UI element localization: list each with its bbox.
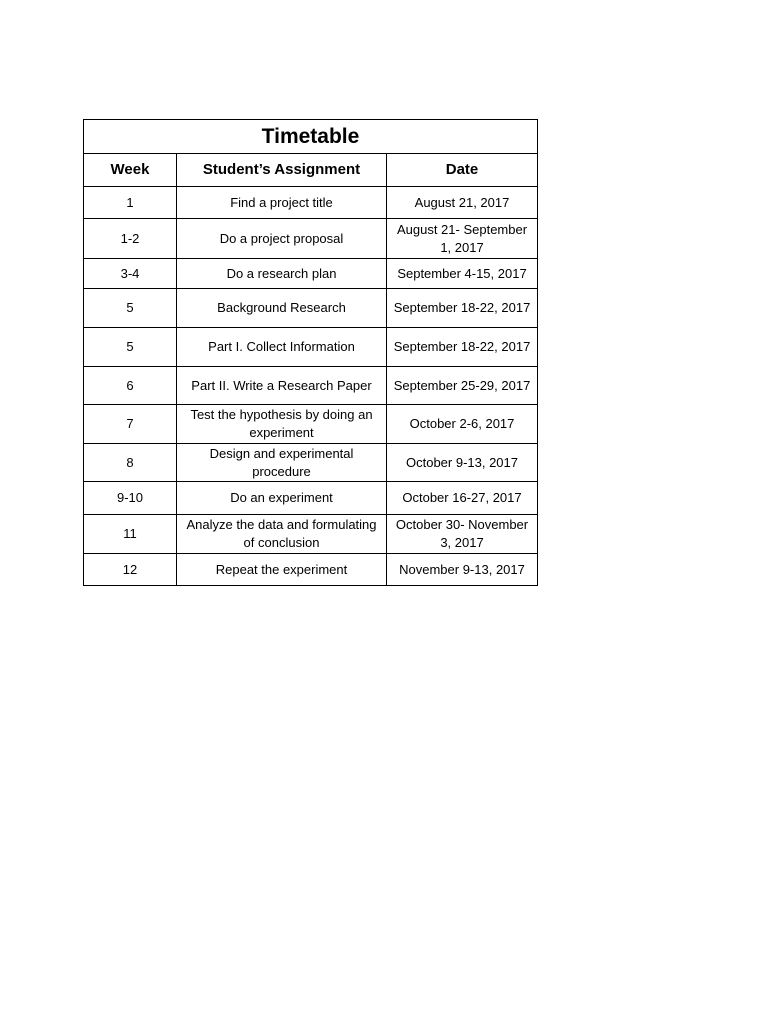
table-row	[84, 259, 538, 289]
table-row	[84, 367, 538, 405]
table-row	[84, 289, 538, 328]
week-cell: 8	[84, 444, 177, 482]
assignment-cell: Do a research plan	[177, 259, 387, 289]
timetable	[83, 119, 538, 586]
week-cell: 3-4	[84, 259, 177, 289]
date-cell: August 21, 2017	[387, 187, 538, 219]
assignment-cell: Do an experiment	[177, 482, 387, 515]
date-cell: August 21- September 1, 2017	[387, 219, 538, 259]
assignment-cell: Repeat the experiment	[177, 554, 387, 586]
week-cell: 7	[84, 405, 177, 444]
table-row	[84, 405, 538, 444]
table-row	[84, 515, 538, 554]
assignment-cell: Find a project title	[177, 187, 387, 219]
date-cell: September 18-22, 2017	[387, 328, 538, 367]
assignment-cell: Part II. Write a Research Paper	[177, 367, 387, 405]
table-row	[84, 444, 538, 482]
assignment-cell: Analyze the data and formulating of conclusion	[177, 515, 387, 554]
assignment-cell: Do a project proposal	[177, 219, 387, 259]
assignment-cell: Background Research	[177, 289, 387, 328]
header-week: Week	[84, 154, 177, 187]
date-cell: October 9-13, 2017	[387, 444, 538, 482]
week-cell: 1	[84, 187, 177, 219]
date-cell: September 25-29, 2017	[387, 367, 538, 405]
table-row	[84, 554, 538, 586]
table-row	[84, 187, 538, 219]
header-date: Date	[387, 154, 538, 187]
table-row	[84, 482, 538, 515]
date-cell: September 4-15, 2017	[387, 259, 538, 289]
week-cell: 1-2	[84, 219, 177, 259]
week-cell: 5	[84, 289, 177, 328]
week-cell: 12	[84, 554, 177, 586]
week-cell: 11	[84, 515, 177, 554]
date-cell: October 16-27, 2017	[387, 482, 538, 515]
week-cell: 6	[84, 367, 177, 405]
header-row	[84, 154, 538, 187]
assignment-cell: Part I. Collect Information	[177, 328, 387, 367]
date-cell: October 30- November 3, 2017	[387, 515, 538, 554]
title-row	[84, 120, 538, 154]
header-assignment: Student’s Assignment	[177, 154, 387, 187]
assignment-cell: Design and experimental procedure	[177, 444, 387, 482]
assignment-cell: Test the hypothesis by doing an experiment	[177, 405, 387, 444]
date-cell: September 18-22, 2017	[387, 289, 538, 328]
table-row	[84, 328, 538, 367]
week-cell: 9-10	[84, 482, 177, 515]
table-title: Timetable	[84, 120, 538, 154]
date-cell: October 2-6, 2017	[387, 405, 538, 444]
date-cell: November 9-13, 2017	[387, 554, 538, 586]
week-cell: 5	[84, 328, 177, 367]
table-row	[84, 219, 538, 259]
